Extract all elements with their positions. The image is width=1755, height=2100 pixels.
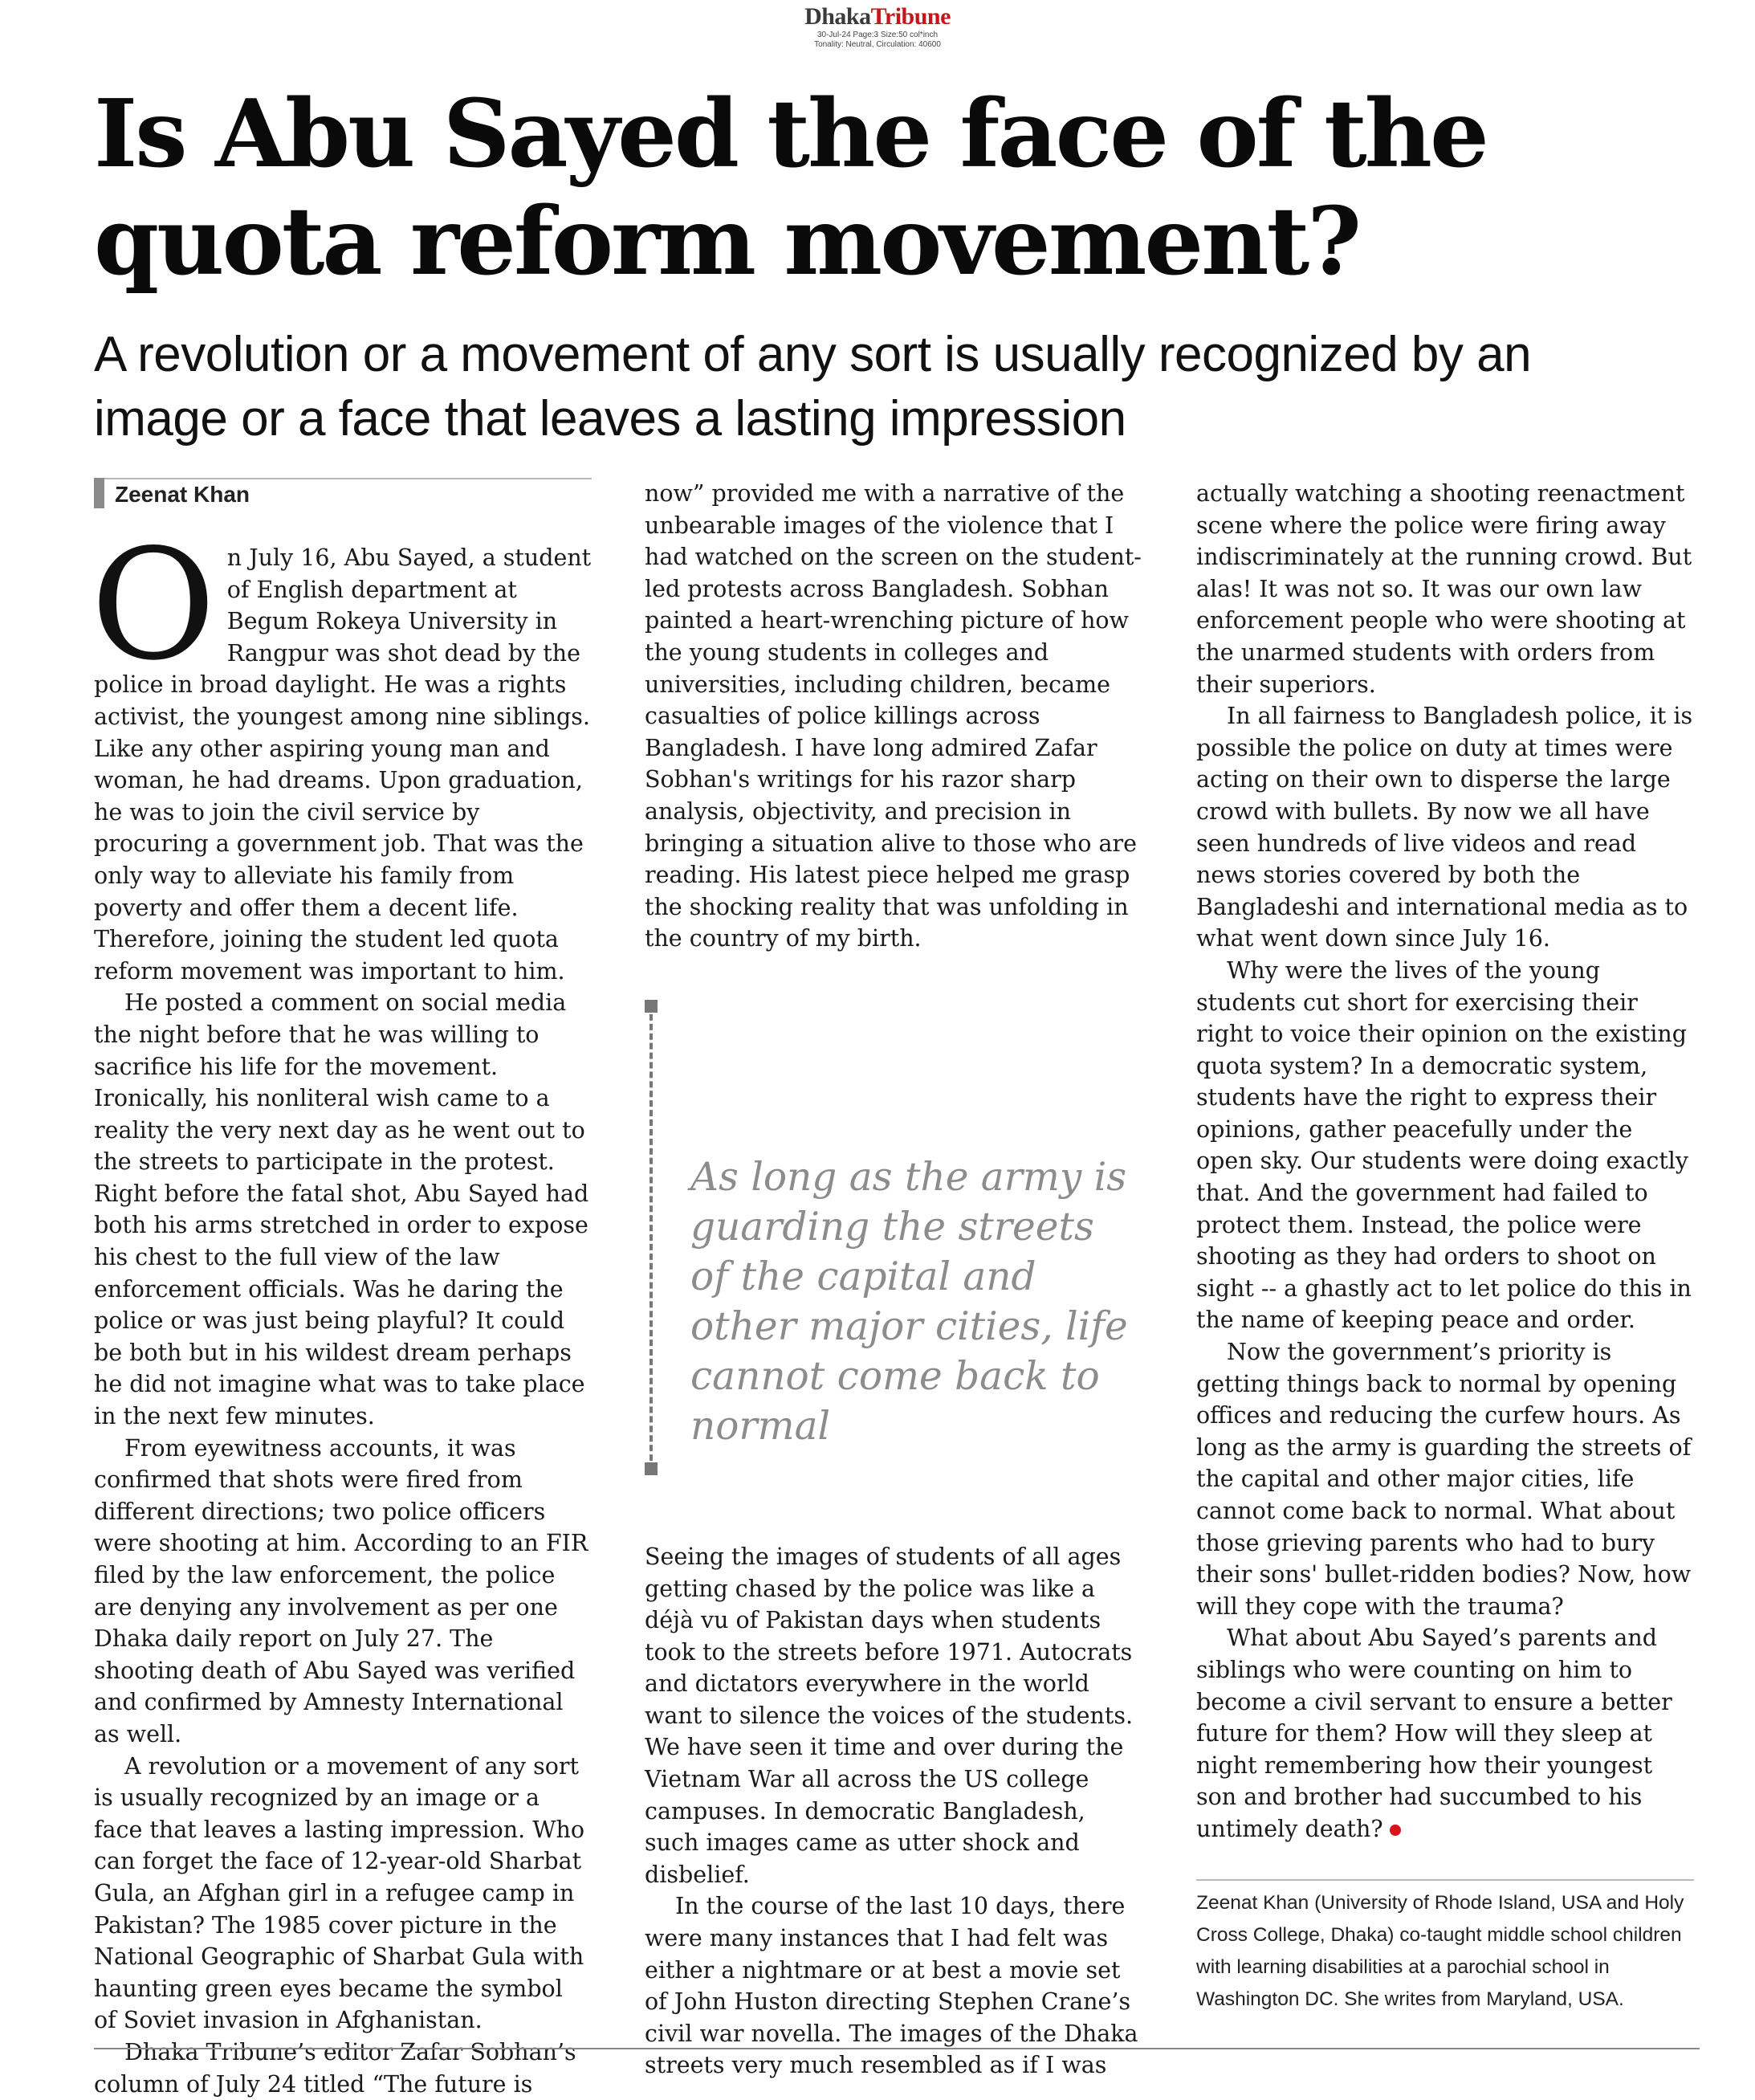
article-column-2 [645,478,1142,2082]
article-column-1 [91,478,592,2100]
paragraph-7: In the course of the last 10 days, there were many instances that I had felt was either a nightmare or at best a movie set of John Huston directing Stephen Crane’s civil war novella. The images of the Dhaka streets very much resembled as if I was [645,1893,1138,2079]
end-mark-icon [1390,1825,1401,1836]
headline: Is Abu Sayed the face of the quota reform movement? [94,80,1487,296]
pull-quote [645,955,1142,1541]
publication-logo: DhakaTribune [804,3,951,30]
paragraph-4: A revolution or a movement of any sort is usually recognized by an image or a face that leaves a lasting impression. Who can forget the face of 12-year-old Sharbat Gula, an Afghan girl in a refugee camp in Pakistan? The 1985 cover picture in the National Geographic of Sharbat Gula with haunting green eyes became the symbol of Soviet invasion in Afghanistan. [94,1752,585,2034]
author-name: Zeenat Khan [115,482,250,507]
paragraph-11: What about Abu Sayed’s parents and siblings who were counting on him to become a civil servant to ensure a better future for them? How will they sleep at night remembering how their youngest son and brother had succumbed to his untimely death? [1196,1625,1672,1842]
pull-quote-bottom-marker-icon [645,1462,658,1475]
byline-bar-icon [94,478,104,508]
paragraph-5-continued: now” provided me with a narrative of the unbearable images of the violence that I had watched on the screen on the student-led protests across Bangladesh. Sobhan painted a heart-wrenching picture of how the young students in colleges and universities, including children, became casualties of police killings across Bangladesh. I have long admired Zafar Sobhan's writings for his razor sharp analysis, objectivity, and precision in bringing a situation alive to those who are reading. His latest piece helped me grasp the shocking reality that was unfolding in the country of my birth. [645,480,1142,952]
paragraph-5: Dhaka Tribune’s editor Zafar Sobhan’s column of July 24 titled “The future is [94,2038,576,2098]
pull-quote-text: As long as the army is guarding the streets of the capital and other major cities, life cannot come back to normal [690,1154,1128,1449]
drop-cap: O [91,516,216,694]
paragraph-10: Now the government’s priority is getting things back to normal by opening offices and reducing the curfew hours. As long as the army is guarding the streets of the capital and other major cities, life cannot come back to normal. What about those grieving parents who had to bury their sons' bullet-ridden bodies? Now, how will they cope with the trauma? [1196,1339,1692,1620]
masthead [0,3,1755,50]
paragraph-1: On July 16, Abu Sayed, a student of English department at Begum Rokeya University in Rangpur was shot dead by the police in broad daylight. He was a rights activist, the youngest among nine siblings. Like any other aspiring young man and woman, he had dreams. Upon graduation, he was to join the civil service by procuring a government job. That was the only way to alleviate his family from poverty and offer them a decent life. Therefore, joining the student led quota reform movement was important to him. [91,516,592,985]
deck-subtitle: A revolution or a movement of any sort is usually recognized by an image or a face that leaves a lasting impression [94,327,1532,447]
byline [94,478,592,508]
pull-quote-dashed-rule [649,1005,653,1470]
paragraph-2: He posted a comment on social media the night before that he was willing to sacrifice his life for the movement. Ironically, his nonliteral wish came to a reality the very next day as he went out to the streets to participate in the protest. Right before the fatal shot, Abu Sayed had both his arms stretched in order to expose his chest to the full view of the law enforcement officials. Was he daring the police or was just being playful? It could be both but in his wildest dream perhaps he did not imagine what was to take place in the next few minutes. [94,989,589,1430]
clipping-meta-line-2: Tonality: Neutral, Circulation: 40600 [814,40,941,49]
article-column-3 [1196,478,1694,2016]
bottom-rule [94,2048,1700,2049]
paragraph-6: Seeing the images of students of all ages getting chased by the police was like a déjà vu of Pakistan days when students took to the streets before 1971. Autocrats and dictators everywhere in the world want to silence the voices of the students. We have seen it time and over during the Vietnam War all across the US college campuses. In democratic Bangladesh, such images came as utter shock and disbelief. [645,1543,1134,1888]
paragraph-8: In all fairness to Bangladesh police, it is possible the police on duty at times were acting on their own to disperse the large crowd with bullets. By now we all have seen hundreds of live videos and read news stories covered by both the Bangladeshi and international media as to what went down since July 16. [1196,703,1693,952]
paragraph-7-continued: actually watching a shooting reenactment scene where the police were firing away indiscriminately at the running crowd. But alas! It was not so. It was our own law enforcement people who were shooting at the unarmed students with orders from their superiors. [1196,480,1692,698]
paragraph-3: From eyewitness accounts, it was confirmed that shots were fired from different directions; two police officers were shooting at him. According to an FIR filed by the law enforcement, the police are denying any involvement as per one Dhaka daily report on July 27. The shooting death of Abu Sayed was verified and confirmed by Amnesty International as well. [94,1434,588,1747]
paragraph-9: Why were the lives of the young students cut short for exercising their right to voice their opinion on the existing quota system? In a democratic system, students have the right to express their opinions, gather peacefully under the open sky. Our students were doing exactly that. And the government had failed to protect them. Instead, the police were shooting as they had orders to shoot on sight -- a ghastly act to let police do this in the name of keeping peace and order. [1196,956,1692,1334]
author-bio: Zeenat Khan (University of Rhode Island, USA and Holy Cross College, Dhaka) co-taught middle school children with learning disabilities at a parochial school in Washington DC. She writes from Maryland, USA. [1196,1879,1694,2016]
clipping-meta-line-1: 30-Jul-24 Page:3 Size:50 col*inch [816,31,939,39]
